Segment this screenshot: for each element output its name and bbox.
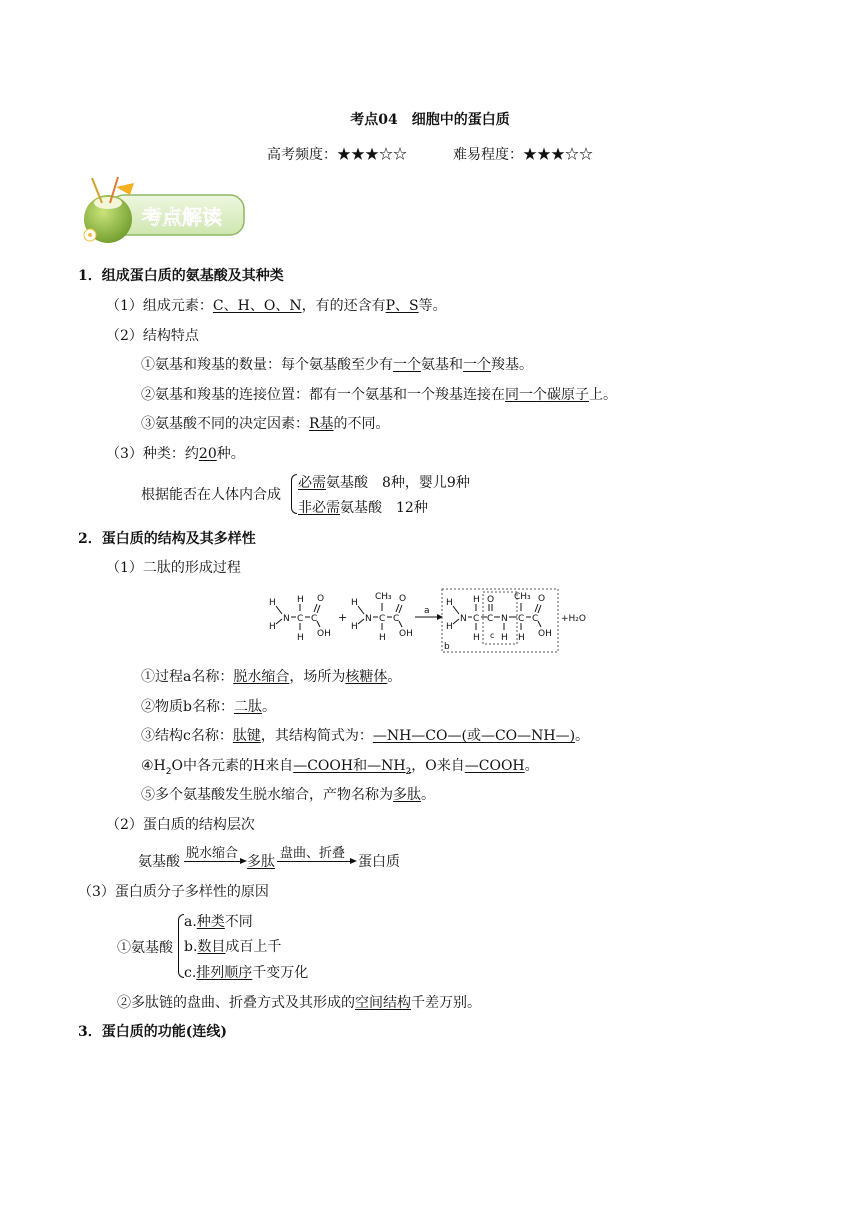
- nonessential-aa: 非必需氨基酸 12种: [298, 500, 428, 516]
- svg-text:H: H: [269, 598, 276, 608]
- svg-text:O: O: [538, 594, 546, 604]
- s1-composition: （1）组成元素：C、H、O、N，有的还含有P、S等。: [106, 298, 447, 314]
- svg-text:OH: OH: [317, 629, 331, 639]
- diversity-c: c.排列顺序千变万化: [184, 965, 309, 981]
- s2-q3: ③结构c名称：肽键，其结构简式为：—NH—CO—(或—CO—NH—)。: [141, 728, 590, 744]
- section-3-heading: 3．蛋白质的功能(连线): [78, 1024, 227, 1040]
- s2-q5: ⑤多个氨基酸发生脱水缩合，产物名称为多肽。: [141, 787, 435, 803]
- svg-text:N: N: [365, 614, 372, 624]
- svg-text:H: H: [269, 622, 276, 632]
- diversity-2: ②多肽链的盘曲、折叠方式及其形成的空间结构千差万别。: [117, 995, 481, 1011]
- dipeptide-diagram: [265, 586, 595, 656]
- svg-text:+: +: [338, 611, 348, 624]
- level-polypeptide: 多肽: [247, 854, 275, 870]
- page-title: 考点04 细胞中的蛋白质: [350, 112, 510, 128]
- banner-text: 考点解读: [142, 205, 222, 229]
- s2-diversity-heading: （3）蛋白质分子多样性的原因: [78, 884, 269, 900]
- s1-structure-c: ③氨基酸不同的决定因素：R基的不同。: [141, 416, 390, 432]
- svg-text:CH₃: CH₃: [514, 592, 531, 602]
- s1-types: （3）种类：约20种。: [106, 446, 245, 462]
- svg-text:CH₃: CH₃: [375, 592, 392, 602]
- svg-text:OH: OH: [538, 629, 552, 639]
- svg-text:N: N: [283, 614, 290, 624]
- svg-text:O: O: [399, 594, 407, 604]
- diversity-b: b.数目成百上千: [184, 939, 282, 955]
- brace: [291, 474, 297, 514]
- svg-text:OH: OH: [399, 629, 413, 639]
- s1-synthesis-lead: 根据能否在人体内合成: [141, 487, 281, 503]
- svg-text:H: H: [473, 595, 480, 605]
- level-arrowhead-2: [350, 858, 357, 864]
- svg-text:H: H: [379, 633, 386, 643]
- svg-text:C: C: [311, 614, 318, 624]
- level-amino-acid: 氨基酸: [138, 854, 180, 870]
- section-2-heading: 2．蛋白质的结构及其多样性: [78, 531, 256, 547]
- s1-structure-heading: （2）结构特点: [106, 328, 199, 344]
- svg-text:H: H: [501, 633, 508, 643]
- svg-text:C: C: [532, 614, 539, 624]
- svg-text:a: a: [424, 606, 430, 616]
- exam-frequency: 高考频度：★★★☆☆: [267, 147, 407, 163]
- section-1-heading: 1．组成蛋白质的氨基酸及其种类: [78, 268, 284, 284]
- svg-text:O: O: [487, 595, 495, 605]
- rating-line: [0, 144, 860, 164]
- svg-text:H: H: [518, 633, 525, 643]
- svg-text:H: H: [351, 622, 358, 632]
- s2-levels-heading: （2）蛋白质的结构层次: [106, 817, 255, 833]
- level-arrowhead-1: [240, 858, 247, 864]
- s1-structure-b: ②氨基和羧基的连接位置：都有一个氨基和一个羧基连接在同一个碳原子上。: [141, 387, 617, 403]
- diversity-lead: ①氨基酸: [117, 940, 173, 956]
- svg-text:H: H: [297, 595, 304, 605]
- level-step1-label: 脱水缩合: [186, 846, 239, 861]
- svg-text:C: C: [297, 614, 304, 624]
- diversity-a: a.种类不同: [184, 914, 253, 930]
- svg-text:+H₂O: +H₂O: [561, 614, 587, 624]
- level-arrow-1: [184, 861, 242, 862]
- level-arrow-2: [277, 861, 352, 862]
- svg-text:H: H: [473, 633, 480, 643]
- svg-text:H: H: [446, 598, 453, 608]
- svg-text:C: C: [518, 614, 525, 624]
- essential-aa: 必需氨基酸 8种，婴儿9种: [298, 475, 470, 491]
- svg-text:H: H: [297, 633, 304, 643]
- level-step2-label: 盘曲、折叠: [280, 846, 346, 861]
- svg-text:C: C: [379, 614, 386, 624]
- svg-text:C: C: [393, 614, 400, 624]
- level-protein: 蛋白质: [358, 854, 400, 870]
- svg-text:b: b: [444, 642, 450, 652]
- svg-text:C: C: [473, 614, 480, 624]
- svg-text:O: O: [317, 594, 325, 604]
- svg-text:c: c: [490, 631, 495, 640]
- svg-text:C: C: [487, 614, 494, 624]
- s1-structure-a: ①氨基和羧基的数量：每个氨基酸至少有一个氨基和一个羧基。: [141, 357, 533, 373]
- svg-text:H: H: [446, 622, 453, 632]
- s2-q4: $④H_2O$中各元素的H来自—COOH和$—NH_2$，O来自—COOH。: [141, 758, 539, 777]
- s2-dipeptide-heading: （1）二肽的形成过程: [106, 560, 241, 576]
- svg-text:H: H: [351, 598, 358, 608]
- difficulty: 难易程度：★★★☆☆: [453, 147, 593, 163]
- s2-q2: ②物质b名称：二肽。: [141, 699, 276, 715]
- svg-text:N: N: [460, 614, 467, 624]
- section-banner: [70, 173, 250, 247]
- svg-text:N: N: [501, 614, 508, 624]
- s2-q1: ①过程a名称：脱水缩合，场所为核糖体。: [141, 669, 402, 685]
